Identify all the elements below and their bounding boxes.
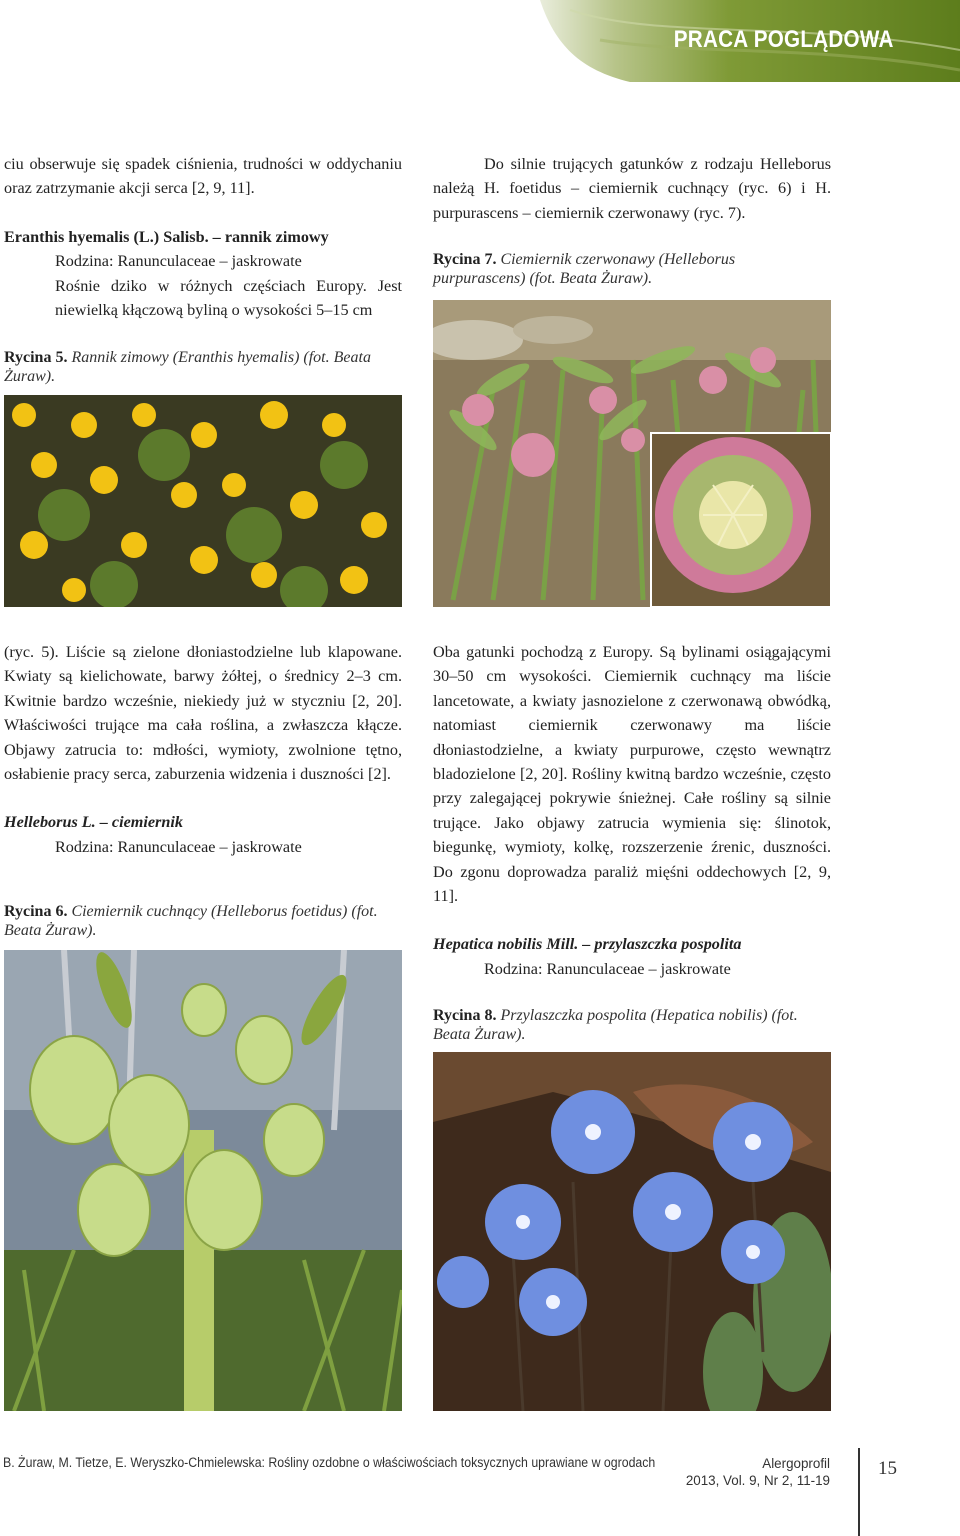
figure-label: Rycina 5. xyxy=(4,349,68,366)
section-title: PRACA POGLĄDOWA xyxy=(674,26,894,53)
journal-volume: 2013, Vol. 9, Nr 2, 11-19 xyxy=(685,1473,830,1488)
paragraph: Do silnie trujących gatunków z rodzaju Helleborus należą H. foetidus – ciemiernik cuchnący (ryc. 6) i H. purpurascens – ciemiernik czerwonawy (ryc. 7). xyxy=(433,155,831,222)
family-line: Rodzina: Ranunculaceae – jaskrowate xyxy=(55,252,302,271)
family-line: Rodzina: Ranunculaceae – jaskrowate xyxy=(484,959,731,978)
figure-8-photo xyxy=(433,1052,831,1411)
figure-caption-text: Przylaszczka pospolita (Hepatica nobilis) (fot. Beata Żuraw). xyxy=(433,1007,798,1043)
left-column-top xyxy=(4,152,402,322)
species-heading-eranthis: Eranthis hyemalis (L.) Salisb. – rannik zimowy xyxy=(4,227,329,246)
citation: B. Żuraw, M. Tietze, E. Weryszko-Chmielewska: Rośliny ozdobne o właściwościach toksycznych uprawiane w ogrodach xyxy=(3,1455,656,1470)
paragraph: (ryc. 5). Liście są zielone dłoniastodzielne lub klapowane. Kwiaty są kielichowate, barwy żółtej, o średnicy 2–3 cm. Kwitnie bardzo wcześnie, niekiedy już w styczniu [2, 20]. Właściwości trujące ma cała roślina, a zwłaszcza kłącze. Objawy zatrucia to: mdłości, wymioty, zwolnione tętno, osłabienie pracy serca, zaburzenia widzenia i duszności [2]. xyxy=(4,643,402,784)
figure-7-caption xyxy=(433,251,831,288)
journal-name: Alergoprofil xyxy=(762,1456,830,1471)
figure-caption-text: Ciemiernik czerwonawy (Helleborus purpurascens) (fot. Beata Żuraw). xyxy=(433,251,736,287)
right-column-top xyxy=(433,152,831,225)
figure-5-photo xyxy=(4,395,402,607)
footer-divider xyxy=(858,1448,860,1536)
paragraph: ciu obserwuje się spadek ciśnienia, trudności w oddychaniu oraz zatrzymanie akcji serca [2, 9, 11]. xyxy=(4,155,402,198)
paragraph: Oba gatunki pochodzą z Europy. Są bylinami osiągającymi 30–50 cm wysokości. Ciemiernik cuchnący ma liście lancetowate, a kwiaty jasnozielone z czerwonawą obwódką, natomiast ciemiernik czerwonawy ma liście dłoniastodzielne, a kwiaty purpurowe, często wewnątrz bladozielone [2, 20]. Rośliny kwitną bardzo wcześnie, często przy zalegającej pokrywie śnieżnej. Całe rośliny są silnie trujące. Jako objawy zatrucia wymienia się: ślinotok, biegunkę, wymioty, kolkę, rozszerzenie źrenic, duszności. Do zgonu doprowadza paraliż mięśni oddechowych [2, 9, 11]. xyxy=(433,643,831,906)
figure-label: Rycina 7. xyxy=(433,251,497,268)
figure-caption-text: Ciemiernik cuchnący (Helleborus foetidus) (fot. Beata Żuraw). xyxy=(4,903,378,939)
paragraph: Rośnie dziko w różnych częściach Europy. Jest niewielką kłączową byliną o wysokości 5–15 cm xyxy=(55,276,402,320)
figure-6-caption xyxy=(4,903,402,940)
page-number: 15 xyxy=(878,1458,897,1479)
family-line: Rodzina: Ranunculaceae – jaskrowate xyxy=(55,837,302,856)
species-heading-helleborus: Helleborus L. – ciemiernik xyxy=(4,813,183,832)
figure-label: Rycina 8. xyxy=(433,1007,497,1024)
section-banner xyxy=(540,0,960,82)
figure-5-caption xyxy=(4,349,402,386)
left-column-middle xyxy=(4,640,402,859)
figure-caption-text: Rannik zimowy (Eranthis hyemalis) (fot. Beata Żuraw). xyxy=(4,349,371,385)
figure-7-photo xyxy=(433,300,831,607)
figure-8-caption xyxy=(433,1007,831,1044)
journal-info xyxy=(686,1455,830,1489)
species-heading-hepatica: Hepatica nobilis Mill. – przylaszczka pospolita xyxy=(433,935,742,954)
right-column-middle xyxy=(433,640,831,981)
figure-6-photo xyxy=(4,950,402,1411)
figure-label: Rycina 6. xyxy=(4,903,68,920)
